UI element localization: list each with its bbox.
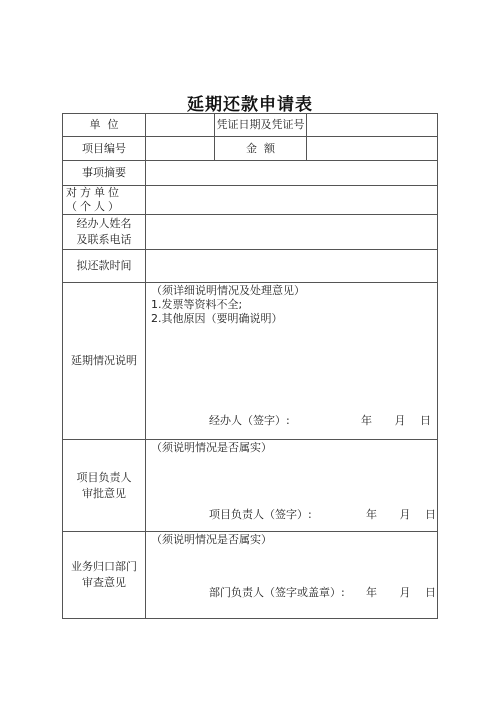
- handler-label: [63, 215, 146, 250]
- project-review-label-line1: 项目负责人: [76, 470, 132, 484]
- row-extension: [63, 283, 438, 440]
- project-review-date: [366, 506, 436, 522]
- extension-field[interactable]: [146, 283, 438, 440]
- day-label: 日: [425, 586, 436, 599]
- row-project-review: [63, 440, 438, 532]
- extension-note: （须详细说明情况及处理意见）: [151, 284, 305, 297]
- reason-item-1: 1.发票等资料不全;: [151, 298, 243, 311]
- row-summary: [63, 161, 438, 186]
- project-review-label: [63, 440, 146, 532]
- project-review-note: （须说明情况是否属实）: [151, 441, 272, 454]
- row-counterparty: [63, 186, 438, 215]
- counterparty-field[interactable]: [146, 186, 438, 215]
- handler-name-label: 经办人姓名: [76, 217, 132, 230]
- dept-review-label-line2: 审查意见: [82, 576, 126, 589]
- year-label: 年: [366, 508, 377, 521]
- voucher-field[interactable]: [307, 114, 438, 137]
- handler-phone-label: 及联系电话: [76, 233, 132, 246]
- handler-field[interactable]: [146, 215, 438, 250]
- project-no-label: 项目编号: [63, 137, 146, 161]
- project-review-label-line2: 审批意见: [82, 486, 126, 500]
- day-label: 日: [425, 508, 436, 521]
- extension-reasons-list: [151, 298, 283, 326]
- row-dept-review: [63, 532, 438, 619]
- amount-label: 金 额: [215, 137, 307, 161]
- voucher-label: 凭证日期及凭证号: [215, 114, 307, 137]
- dept-head-signature-label: 部门负责人（签字或盖章）:: [209, 586, 345, 599]
- handler-signature-label: 经办人（签字）:: [209, 414, 290, 427]
- dept-review-field[interactable]: [146, 532, 438, 619]
- application-form-table: [62, 113, 438, 619]
- day-label: 日: [420, 414, 431, 427]
- project-review-field[interactable]: [146, 440, 438, 532]
- form-title: 延期还款申请表: [187, 95, 313, 115]
- month-label: 月: [399, 508, 411, 521]
- extension-label: 延期情况说明: [63, 283, 146, 440]
- month-label: 月: [394, 414, 406, 427]
- row-handler: [63, 215, 438, 250]
- project-lead-signature-label: 项目负责人（签字）:: [209, 508, 312, 521]
- counterparty-label: 对方单位（个人）: [63, 186, 146, 215]
- dept-review-note: （须说明情况是否属实）: [151, 533, 272, 546]
- dept-review-label: [63, 532, 146, 619]
- project-no-field[interactable]: [146, 137, 215, 161]
- row-repay-time: [63, 250, 438, 283]
- unit-label: 单 位: [63, 114, 146, 137]
- reason-item-2: 2.其他原因（要明确说明）: [151, 312, 283, 325]
- unit-field[interactable]: [146, 114, 215, 137]
- row-unit: [63, 114, 438, 137]
- dept-review-label-line1: 业务归口部门: [71, 560, 137, 573]
- year-label: 年: [366, 586, 377, 599]
- row-project-no: [63, 137, 438, 161]
- extension-date: [361, 412, 431, 428]
- month-label: 月: [399, 586, 411, 599]
- amount-field[interactable]: [307, 137, 438, 161]
- repay-time-field[interactable]: [146, 250, 438, 283]
- dept-review-date: [366, 584, 436, 600]
- summary-label: 事项摘要: [63, 161, 146, 186]
- repay-time-label: 拟还款时间: [63, 250, 146, 283]
- year-label: 年: [361, 414, 372, 427]
- summary-field[interactable]: [146, 161, 438, 186]
